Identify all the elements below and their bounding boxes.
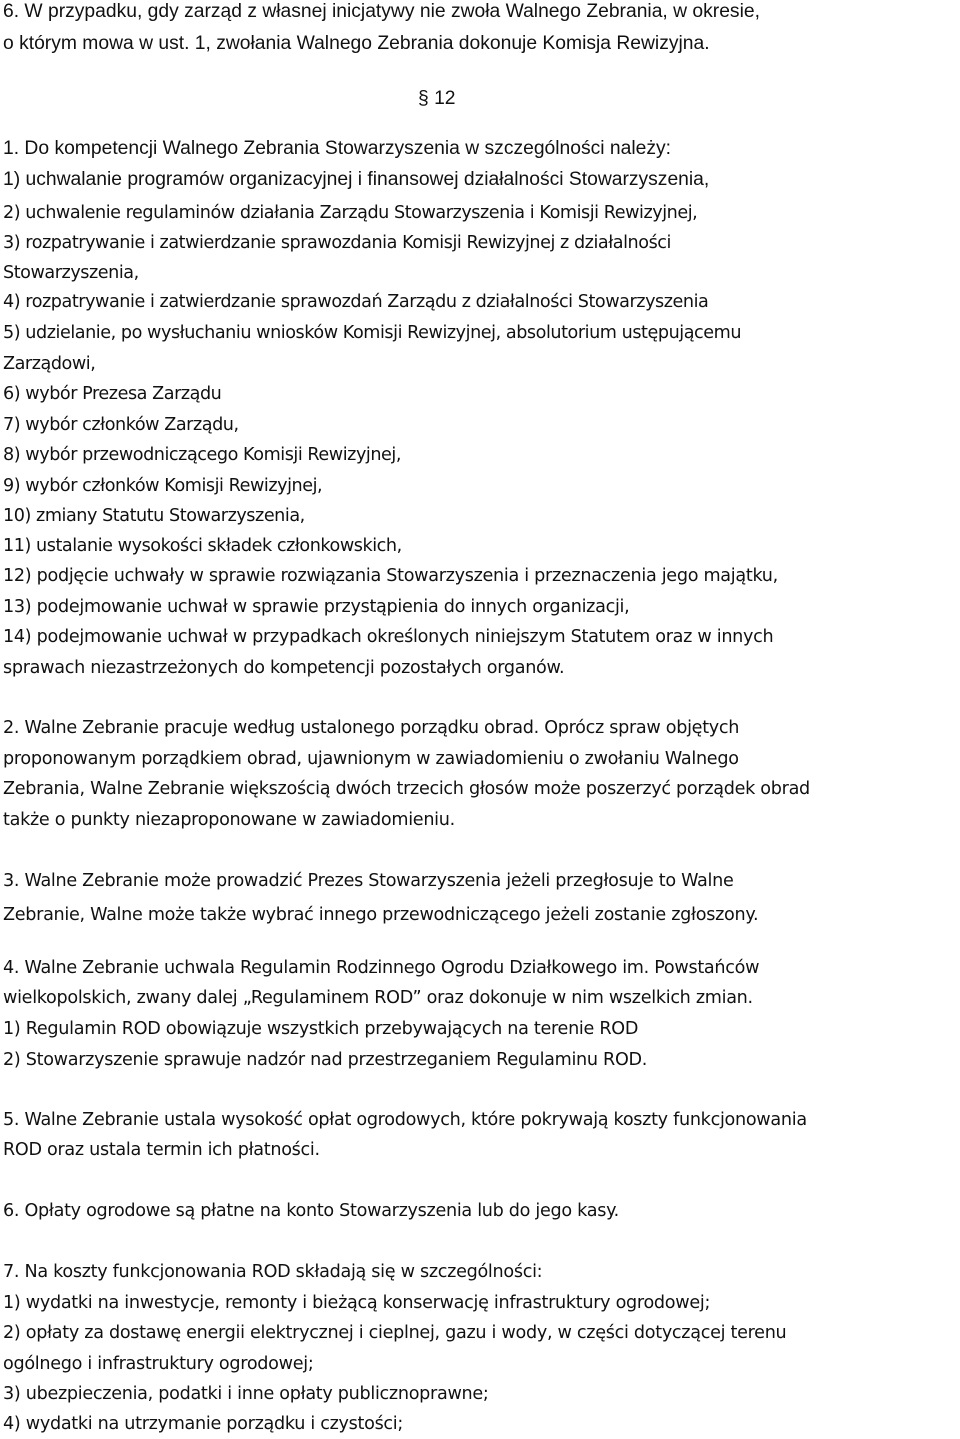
point-1-item: 14) podejmowanie uchwał w przypadkach określonych niniejszym Statutem oraz w innych	[3, 627, 774, 647]
point-4-line: 4. Walne Zebranie uchwala Regulamin Rodzinnego Ogrodu Działkowego im. Powstańców	[3, 958, 760, 978]
point-1-item-1: 1) uchwalanie programów organizacyjnej i finansowej działalności Stowarzyszenia,	[3, 169, 710, 190]
point-1-item: 4) rozpatrywanie i zatwierdzanie sprawozdań Zarządu z działalności Stowarzyszenia	[3, 292, 709, 312]
paragraph-heading: § 12	[418, 88, 456, 109]
section-6-line-1: 6. W przypadku, gdy zarząd z własnej inicjatywy nie zwoła Walnego Zebrania, w okresie,	[3, 1, 760, 22]
point-7-line: 1) wydatki na inwestycje, remonty i bieżącą konserwację infrastruktury ogrodowej;	[3, 1293, 711, 1313]
point-1-intro: 1. Do kompetencji Walnego Zebrania Stowarzyszenia w szczególności należy:	[3, 138, 672, 159]
section-6-line-2: o którym mowa w ust. 1, zwołania Walnego Zebrania dokonuje Komisja Rewizyjna.	[3, 33, 710, 54]
point-7-line: 3) ubezpieczenia, podatki i inne opłaty publicznoprawne;	[3, 1384, 489, 1404]
point-7-line: ogólnego i infrastruktury ogrodowej;	[3, 1354, 314, 1374]
point-1-item: 13) podejmowanie uchwał w sprawie przystąpienia do innych organizacji,	[3, 597, 630, 617]
point-2-line: Zebrania, Walne Zebranie większością dwóch trzecich głosów może poszerzyć porządek obrad	[3, 779, 810, 799]
point-7-line: 7. Na koszty funkcjonowania ROD składają się w szczególności:	[3, 1262, 543, 1282]
point-1-item: Zarządowi,	[3, 354, 96, 374]
point-2-line: także o punkty niezaproponowane w zawiadomieniu.	[3, 810, 455, 830]
point-3-line: 3. Walne Zebranie może prowadzić Prezes Stowarzyszenia jeżeli przegłosuje to Walne	[3, 871, 734, 891]
point-1-item: 10) zmiany Statutu Stowarzyszenia,	[3, 506, 305, 526]
point-7-line: 2) opłaty za dostawę energii elektrycznej i cieplnej, gazu i wody, w części dotyczącej terenu	[3, 1323, 787, 1343]
point-1-item: 2) uchwalenie regulaminów działania Zarządu Stowarzyszenia i Komisji Rewizyjnej,	[3, 203, 698, 223]
point-1-item: sprawach niezastrzeżonych do kompetencji pozostałych organów.	[3, 658, 565, 678]
point-4-line: 2) Stowarzyszenie sprawuje nadzór nad przestrzeganiem Regulaminu ROD.	[3, 1050, 648, 1070]
point-3-line: Zebranie, Walne może także wybrać innego przewodniczącego jeżeli zostanie zgłoszony.	[3, 905, 759, 925]
point-1-item: 5) udzielanie, po wysłuchaniu wniosków Komisji Rewizyjnej, absolutorium ustępującemu	[3, 323, 742, 343]
point-1-item: 11) ustalanie wysokości składek członkowskich,	[3, 536, 402, 556]
point-5-line: ROD oraz ustala termin ich płatności.	[3, 1140, 320, 1160]
point-1-item: 3) rozpatrywanie i zatwierdzanie sprawozdania Komisji Rewizyjnej z działalności	[3, 233, 671, 253]
point-4-line: 1) Regulamin ROD obowiązuje wszystkich przebywających na terenie ROD	[3, 1019, 639, 1039]
point-4-line: wielkopolskich, zwany dalej „Regulaminem ROD” oraz dokonuje w nim wszelkich zmian.	[3, 988, 753, 1008]
point-1-item: 6) wybór Prezesa Zarządu	[3, 384, 222, 404]
point-7-line: 4) wydatki na utrzymanie porządku i czystości;	[3, 1414, 404, 1434]
point-2-line: 2. Walne Zebranie pracuje według ustalonego porządku obrad. Oprócz spraw objętych	[3, 718, 740, 738]
point-1-item: 9) wybór członków Komisji Rewizyjnej,	[3, 476, 323, 496]
point-6-line: 6. Opłaty ogrodowe są płatne na konto Stowarzyszenia lub do jego kasy.	[3, 1201, 619, 1221]
point-1-item: 7) wybór członków Zarządu,	[3, 415, 239, 435]
point-5-line: 5. Walne Zebranie ustala wysokość opłat ogrodowych, które pokrywają koszty funkcjonowania	[3, 1110, 807, 1130]
point-1-item: Stowarzyszenia,	[3, 263, 139, 283]
point-1-item: 12) podjęcie uchwały w sprawie rozwiązania Stowarzyszenia i przeznaczenia jego majątku,	[3, 566, 778, 586]
point-1-item: 8) wybór przewodniczącego Komisji Rewizyjnej,	[3, 445, 402, 465]
point-2-line: proponowanym porządkiem obrad, ujawnionym w zawiadomieniu o zwołaniu Walnego	[3, 749, 739, 769]
